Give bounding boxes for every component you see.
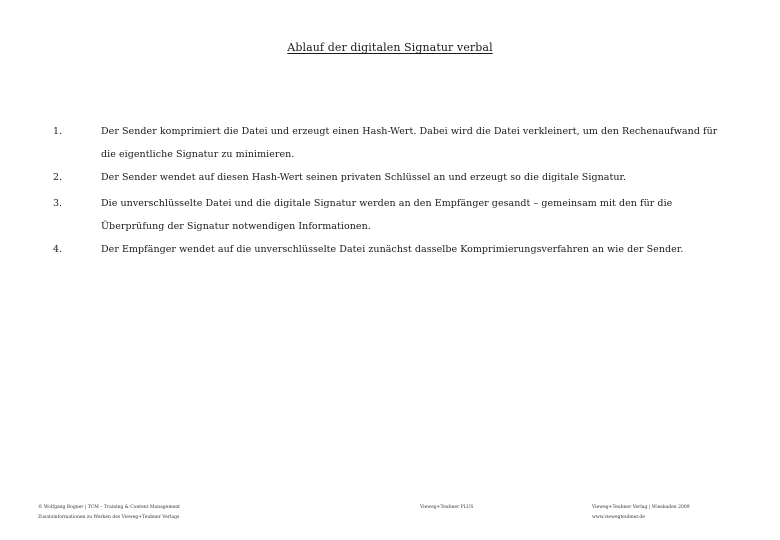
footer-plus-label: [420, 503, 473, 513]
footer-copyright-line: © Wolfgang Bogner | TCM – Training & Content Management: [38, 505, 180, 510]
step-number: 1.: [53, 126, 63, 137]
footer-copyright: [38, 503, 180, 523]
step-text: Der Empfänger wendet auf die unverschlüsselte Datei zunächst dasselbe Komprimierungsverfahren an wie der Sender.: [101, 244, 684, 255]
step-text: Der Sender wendet auf diesen Hash-Wert seinen privaten Schlüssel an und erzeugt so die digitale Signatur.: [101, 172, 627, 183]
step-number: 3.: [53, 198, 63, 209]
step-number: 4.: [53, 244, 63, 255]
footer-website-link[interactable]: www.viewegteubner.de: [592, 515, 645, 520]
footer-publisher: [592, 503, 690, 523]
step-text: Die unverschlüsselte Datei und die digitale Signatur werden an den Empfänger gesandt – gemeinsam mit den für die Überprüfung der Signatur notwendigen Informationen.: [101, 198, 673, 232]
page-title: Ablauf der digitalen Signatur verbal: [287, 41, 493, 54]
footer-info-line: Zusatzinformationen zu Werken des Vieweg+Teubner Verlags: [38, 515, 180, 520]
footer-publisher-line: Vieweg+Teubner Verlag | Wiesbaden 2009: [592, 505, 690, 510]
footer-plus-text: Vieweg+Teubner PLUS: [420, 505, 474, 510]
step-number: 2.: [53, 172, 63, 183]
step-text: Der Sender komprimiert die Datei und erzeugt einen Hash-Wert. Dabei wird die Datei verkleinert, um den Rechenaufwand für die eigentliche Signatur zu minimieren.: [101, 126, 718, 160]
